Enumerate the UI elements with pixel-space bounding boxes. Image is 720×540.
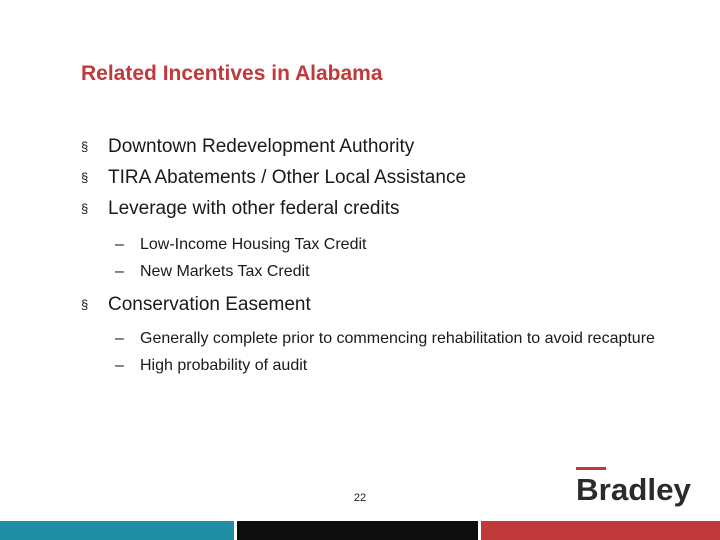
bullet-text: Conservation Easement (108, 294, 311, 315)
bullet-text: Leverage with other federal credits (108, 198, 400, 219)
sub-bullet-text: Low-Income Housing Tax Credit (140, 236, 367, 253)
bullet-item (81, 193, 681, 224)
logo-wordmark: Bradley (576, 472, 692, 507)
bullet-text: TIRA Abatements / Other Local Assistance (108, 167, 467, 188)
page-number: 22 (353, 492, 367, 504)
slide-title: Related Incentives in Alabama (81, 62, 383, 85)
dash-marker: – (115, 263, 124, 280)
bullet-item (81, 289, 681, 320)
sub-bullet-item (81, 262, 681, 281)
bullet-marker: § (81, 170, 89, 185)
sub-bullet-item (81, 329, 660, 348)
bullet-item (81, 162, 681, 193)
logo-accent-bar (576, 467, 606, 470)
sub-bullet-item (81, 356, 681, 375)
sub-bullet-list (81, 235, 681, 281)
bullet-list (81, 131, 681, 383)
bullet-item (81, 131, 681, 162)
sub-bullet-text: Generally complete prior to commencing rehabilitation to avoid recapture (140, 330, 655, 347)
bradley-logo (575, 460, 693, 512)
sub-bullet-text: New Markets Tax Credit (140, 263, 310, 280)
sub-bullet-text: High probability of audit (140, 357, 308, 374)
dash-marker: – (115, 236, 124, 253)
footer-color-bar (0, 521, 720, 540)
bullet-marker: § (81, 297, 89, 312)
sub-bullet-list (81, 329, 681, 375)
footer-segment-red (481, 521, 720, 540)
bullet-marker: § (81, 201, 89, 216)
bullet-marker: § (81, 139, 89, 154)
bullet-text: Downtown Redevelopment Authority (108, 136, 415, 157)
footer-segment-black (237, 521, 478, 540)
sub-bullet-item (81, 235, 681, 254)
footer-segment-teal (0, 521, 234, 540)
dash-marker: – (115, 330, 124, 347)
dash-marker: – (115, 357, 124, 374)
